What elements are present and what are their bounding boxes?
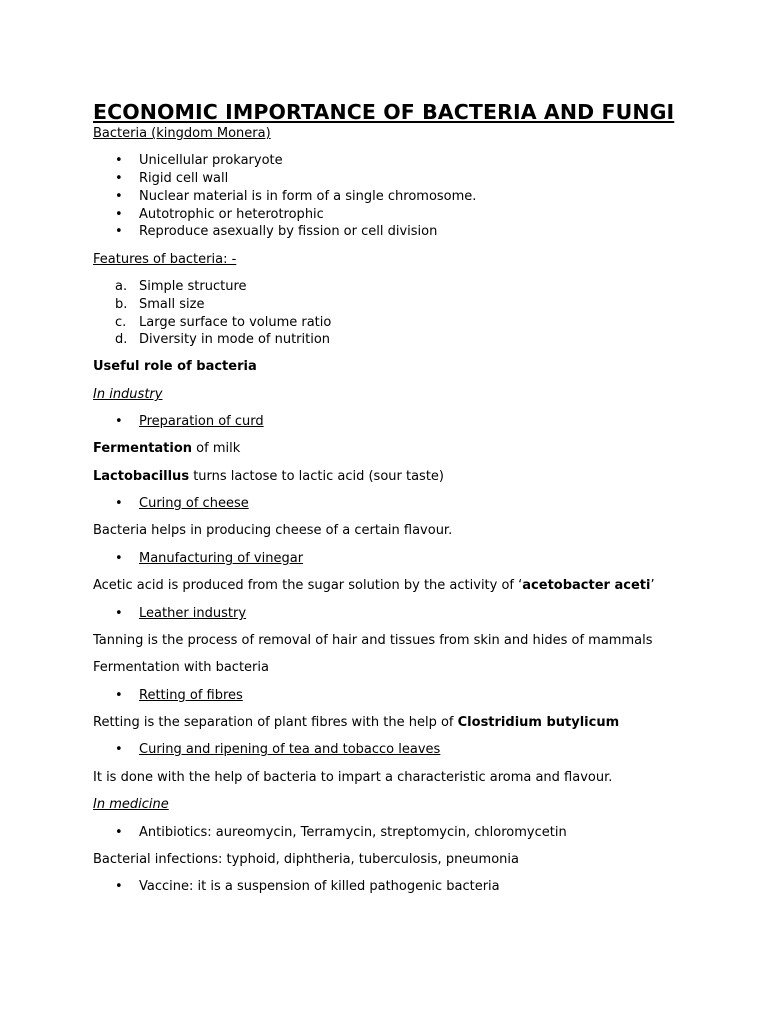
bold-term: acetobacter aceti xyxy=(522,578,651,593)
bold-term: Clostridium butylicum xyxy=(457,715,620,730)
paragraph xyxy=(93,715,619,731)
industry-heading: In industry xyxy=(93,387,163,402)
paragraph-text: ’ xyxy=(650,578,655,593)
paragraph: Bacterial infections: typhoid, diphtheria, tuberculosis, pneumonia xyxy=(93,852,519,867)
paragraph xyxy=(93,578,655,594)
list-item-text: Small size xyxy=(139,297,205,312)
bullet-icon: • xyxy=(115,171,123,186)
list-item-text: Reproduce asexually by fission or cell division xyxy=(139,224,438,239)
bullet-icon: • xyxy=(115,189,123,204)
bullet-icon: • xyxy=(115,496,123,511)
bold-term: Lactobacillus xyxy=(93,469,190,484)
list-item-text: Retting of fibres xyxy=(139,688,243,703)
list-marker: c. xyxy=(115,315,127,330)
paragraph: Bacteria helps in producing cheese of a certain flavour. xyxy=(93,523,453,538)
list-item-text: Unicellular prokaryote xyxy=(139,153,283,168)
medicine-heading: In medicine xyxy=(93,797,169,812)
list-item-text: Rigid cell wall xyxy=(139,171,229,186)
paragraph xyxy=(93,469,444,485)
list-item-text: Curing and ripening of tea and tobacco leaves xyxy=(139,742,441,757)
list-item-text: Simple structure xyxy=(139,279,247,294)
paragraph: It is done with the help of bacteria to impart a characteristic aroma and flavour. xyxy=(93,770,613,785)
bullet-icon: • xyxy=(115,879,123,894)
paragraph: Tanning is the process of removal of hair and tissues from skin and hides of mammals xyxy=(93,633,653,648)
bullet-icon: • xyxy=(115,207,123,222)
bold-term: Fermentation xyxy=(93,441,193,456)
list-item-text: Curing of cheese xyxy=(139,496,249,511)
bullet-icon: • xyxy=(115,551,123,566)
list-item-text: Leather industry xyxy=(139,606,247,621)
paragraph: Fermentation with bacteria xyxy=(93,660,269,675)
useful-role-heading: Useful role of bacteria xyxy=(93,359,257,374)
list-item-text: Preparation of curd xyxy=(139,414,264,429)
bullet-icon: • xyxy=(115,688,123,703)
section-subtitle: Bacteria (kingdom Monera) xyxy=(93,126,271,141)
list-item-text: Diversity in mode of nutrition xyxy=(139,332,331,347)
list-marker: b. xyxy=(115,297,128,312)
bullet-icon: • xyxy=(115,153,123,168)
list-item-text: Manufacturing of vinegar xyxy=(139,551,304,566)
list-marker: d. xyxy=(115,332,128,347)
features-heading: Features of bacteria: - xyxy=(93,252,237,267)
list-item-text: Autotrophic or heterotrophic xyxy=(139,207,324,222)
bullet-icon: • xyxy=(115,414,123,429)
bullet-icon: • xyxy=(115,742,123,757)
paragraph-text: of milk xyxy=(192,441,241,456)
bullet-icon: • xyxy=(115,606,123,621)
list-item-text: Antibiotics: aureomycin, Terramycin, streptomycin, chloromycetin xyxy=(139,825,567,840)
list-marker: a. xyxy=(115,279,128,294)
paragraph xyxy=(93,441,240,457)
bullet-icon: • xyxy=(115,224,123,239)
document-title: ECONOMIC IMPORTANCE OF BACTERIA AND FUNGI xyxy=(93,100,675,124)
list-item-text: Nuclear material is in form of a single chromosome. xyxy=(139,189,477,204)
paragraph-text: Retting is the separation of plant fibres with the help of xyxy=(93,715,458,730)
bullet-icon: • xyxy=(115,825,123,840)
list-item-text: Vaccine: it is a suspension of killed pathogenic bacteria xyxy=(139,879,500,894)
paragraph-text: turns lactose to lactic acid (sour taste) xyxy=(189,469,444,484)
list-item-text: Large surface to volume ratio xyxy=(139,315,332,330)
paragraph-text: Acetic acid is produced from the sugar solution by the activity of ‘ xyxy=(93,578,523,593)
